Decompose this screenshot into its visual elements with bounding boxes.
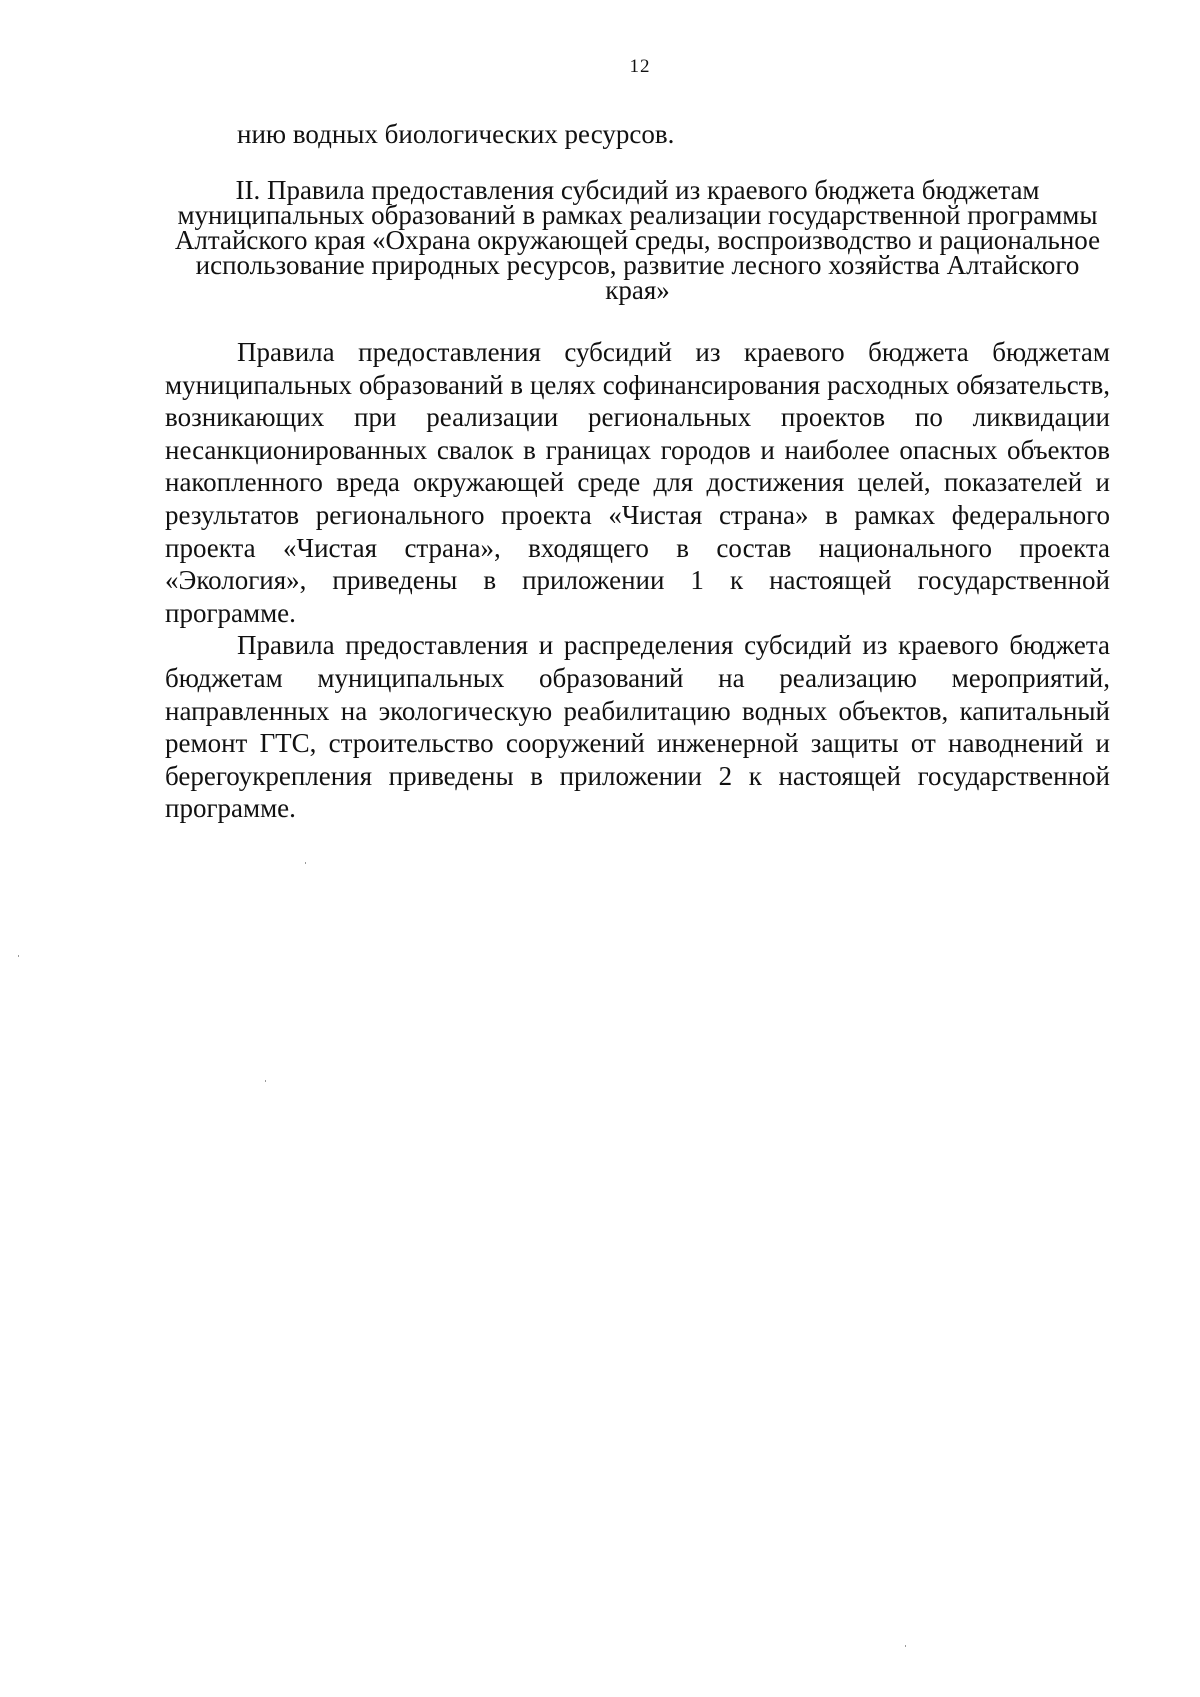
continuation-text: нию водных биологических ресурсов. [237,119,675,149]
page-number: 12 [629,56,651,77]
scan-speck [305,862,306,864]
paragraph-1: Правила предоставления субсидий из краевого бюджета бюджетам муниципальных образований в целях софинансирования расходных обязательств, возникающих при реализации региональных проектов по ликвидации несанкционированных свалок в границах городов и наиболее опасных объектов накопленного вреда окружающей среде для достижения целей, показателей и результатов регионального проекта «Чистая страна» в рамках федерального проекта «Чистая страна», входящего в состав национального проекта «Экология», приведены в приложении 1 к настоящей государственной программе. [165,337,1110,628]
body-text [165,336,1110,825]
paragraph-2: Правила предоставления и распределения субсидий из краевого бюджета бюджетам муниципальных образований на реализацию мероприятий, направленных на экологическую реабилитацию водных объектов, капитальный ремонт ГТС, строительство сооружений инженерной защиты от наводнений и берегоукрепления приведены в приложении 2 к настоящей государственной программе. [165,630,1110,824]
scan-speck [18,955,19,957]
scan-speck [265,1080,266,1082]
section-heading: II. Правила предоставления субсидий из краевого бюджета бюджетам муниципальных образований в рамках реализации государственной программы Алтайского края «Охрана окружающей среды, воспроизводство и рациональное использование природных ресурсов, развитие лесного хозяйства Алтайского края» [174,175,1101,305]
scan-speck [905,1645,906,1647]
